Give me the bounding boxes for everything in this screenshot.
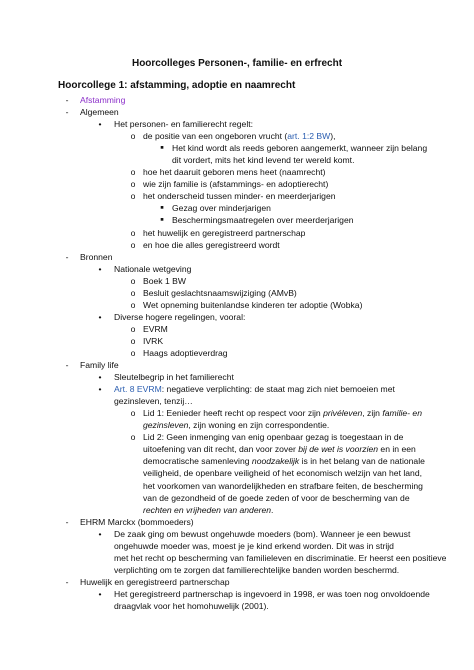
bullet-marker: • (98, 311, 102, 322)
list-item: ■ Het kind wordt als reeds geboren aangemerkt, wanneer zijn belang (0, 142, 474, 154)
list-item: • Het personen- en familierecht regelt: (0, 118, 474, 130)
list-item: - Bronnen (0, 251, 474, 263)
list-item: ■ Beschermingsmaatregelen over meerderjarigen (0, 214, 474, 226)
bullet-marker: • (98, 588, 102, 599)
list-item: - Algemeen (0, 106, 474, 118)
list-item: o het onderscheid tussen minder- en meerderjarigen (0, 190, 474, 202)
circle-marker: o (130, 408, 136, 419)
continuation-line: uitoefening van dit recht, dan voor zover bij de wet is voorzien en in een (143, 444, 416, 455)
circle-marker: o (130, 239, 136, 250)
continuation-line: rechten en vrijheden van anderen. (143, 504, 274, 515)
square-marker: ■ (160, 205, 164, 212)
dash-marker: - (65, 95, 69, 105)
continuation-line: democratische samenleving noodzakelijk is in het belang van de nationale (143, 456, 425, 467)
continuation-line: gezinsleven, zijn woning en zijn correspondentie. (143, 420, 330, 431)
list-item: • Diverse hogere regelingen, vooral: (0, 311, 474, 323)
circle-marker: o (130, 191, 136, 202)
square-marker: ■ (160, 217, 164, 224)
circle-marker: o (130, 131, 136, 142)
list-item: • Art. 8 EVRM: negatieve verplichting: de staat mag zich niet bemoeien met (0, 383, 474, 395)
document-title: Hoorcolleges Personen-, familie- en erfrecht (131, 58, 343, 69)
bullet-marker: • (98, 119, 102, 130)
bullet-marker: • (98, 263, 102, 274)
list-item: o wie zijn familie is (afstammings- en adoptierecht) (0, 178, 474, 190)
continuation-line: draagvlak voor het homohuwelijk (2001). (114, 600, 269, 611)
list-item: o Besluit geslachtsnaamswijziging (AMvB) (0, 287, 474, 299)
circle-marker: o (130, 275, 136, 286)
circle-marker: o (130, 432, 136, 443)
list-item: o de positie van een ongeboren vrucht (art. 1:2 BW), (0, 130, 474, 142)
list-item: - Family life (0, 359, 474, 371)
list-item: o hoe het daaruit geboren mens heet (naamrecht) (0, 166, 474, 178)
circle-marker: o (130, 227, 136, 238)
bullet-marker: • (98, 372, 102, 383)
circle-marker: o (130, 167, 136, 178)
list-item: • Het geregistreerd partnerschap is ingevoerd in 1998, er was toen nog onvoldoende (0, 588, 474, 600)
circle-marker: o (130, 335, 136, 346)
list-item: - Huwelijk en geregistreerd partnerschap (0, 576, 474, 588)
article-link[interactable]: art. 1:2 BW (287, 131, 331, 142)
outline-list (0, 94, 474, 612)
continuation-line: veiligheid, de openbare veiligheid of het economisch welzijn van het land, (143, 468, 422, 479)
circle-marker: o (130, 179, 136, 190)
circle-marker: o (130, 299, 136, 310)
article-link[interactable]: Art. 8 EVRM (114, 384, 162, 395)
lecture-heading: Hoorcollege 1: afstamming, adoptie en naamrecht (58, 80, 296, 91)
dash-marker: - (65, 360, 69, 371)
list-item: o het huwelijk en geregistreerd partnerschap (0, 227, 474, 239)
list-item (0, 94, 474, 106)
circle-marker: o (130, 347, 136, 358)
continuation-line: met het recht op bescherming van familieleven en discriminatie. Er heerst een positieve (114, 552, 447, 563)
circle-marker: o (130, 323, 136, 334)
bullet-marker: • (98, 528, 102, 539)
dash-marker: - (65, 516, 69, 527)
list-item: o en hoe die alles geregistreerd wordt (0, 239, 474, 251)
bullet-marker: • (98, 384, 102, 395)
list-item: • De zaak ging om bewust ongehuwde moeders (bom). Wanneer je een bewust (0, 528, 474, 540)
list-item: o Lid 1: Eenieder heeft recht op respect voor zijn privéleven, zijn familie- en (0, 407, 474, 419)
continuation-line: van de gezondheid of de goede zeden of voor de bescherming van de (143, 492, 410, 503)
list-item: • Sleutelbegrip in het familierecht (0, 371, 474, 383)
circle-marker: o (130, 287, 136, 298)
list-item: - EHRM Marckx (bommoeders) (0, 516, 474, 528)
list-item: o Wet opneming buitenlandse kinderen ter adoptie (Wobka) (0, 299, 474, 311)
continuation-line: verplichting om te zorgen dat familierechtelijke banden worden beschermd. (114, 564, 400, 575)
list-item: o Haags adoptieverdrag (0, 347, 474, 359)
section-afstamming: Afstamming (80, 95, 126, 105)
list-item: o IVRK (0, 335, 474, 347)
list-item: o EVRM (0, 323, 474, 335)
list-item: • Nationale wetgeving (0, 263, 474, 275)
continuation-line: het voorkomen van wanordelijkheden en strafbare feiten, de bescherming (143, 480, 423, 491)
continuation-line: ongehuwde moeder was, moest je je kind erkend worden. Dit was in strijd (114, 540, 394, 551)
list-item: o Boek 1 BW (0, 275, 474, 287)
square-marker: ■ (160, 145, 164, 152)
dash-marker: - (65, 576, 69, 587)
continuation-line: dit vordert, mits het kind levend ter wereld komt. (172, 155, 355, 166)
list-item: o Lid 2: Geen inmenging van enig openbaar gezag is toegestaan in de (0, 431, 474, 443)
continuation-line: gezinsleven, tenzij… (114, 396, 193, 407)
dash-marker: - (65, 251, 69, 262)
dash-marker: - (65, 107, 69, 118)
list-item: ■ Gezag over minderjarigen (0, 202, 474, 214)
